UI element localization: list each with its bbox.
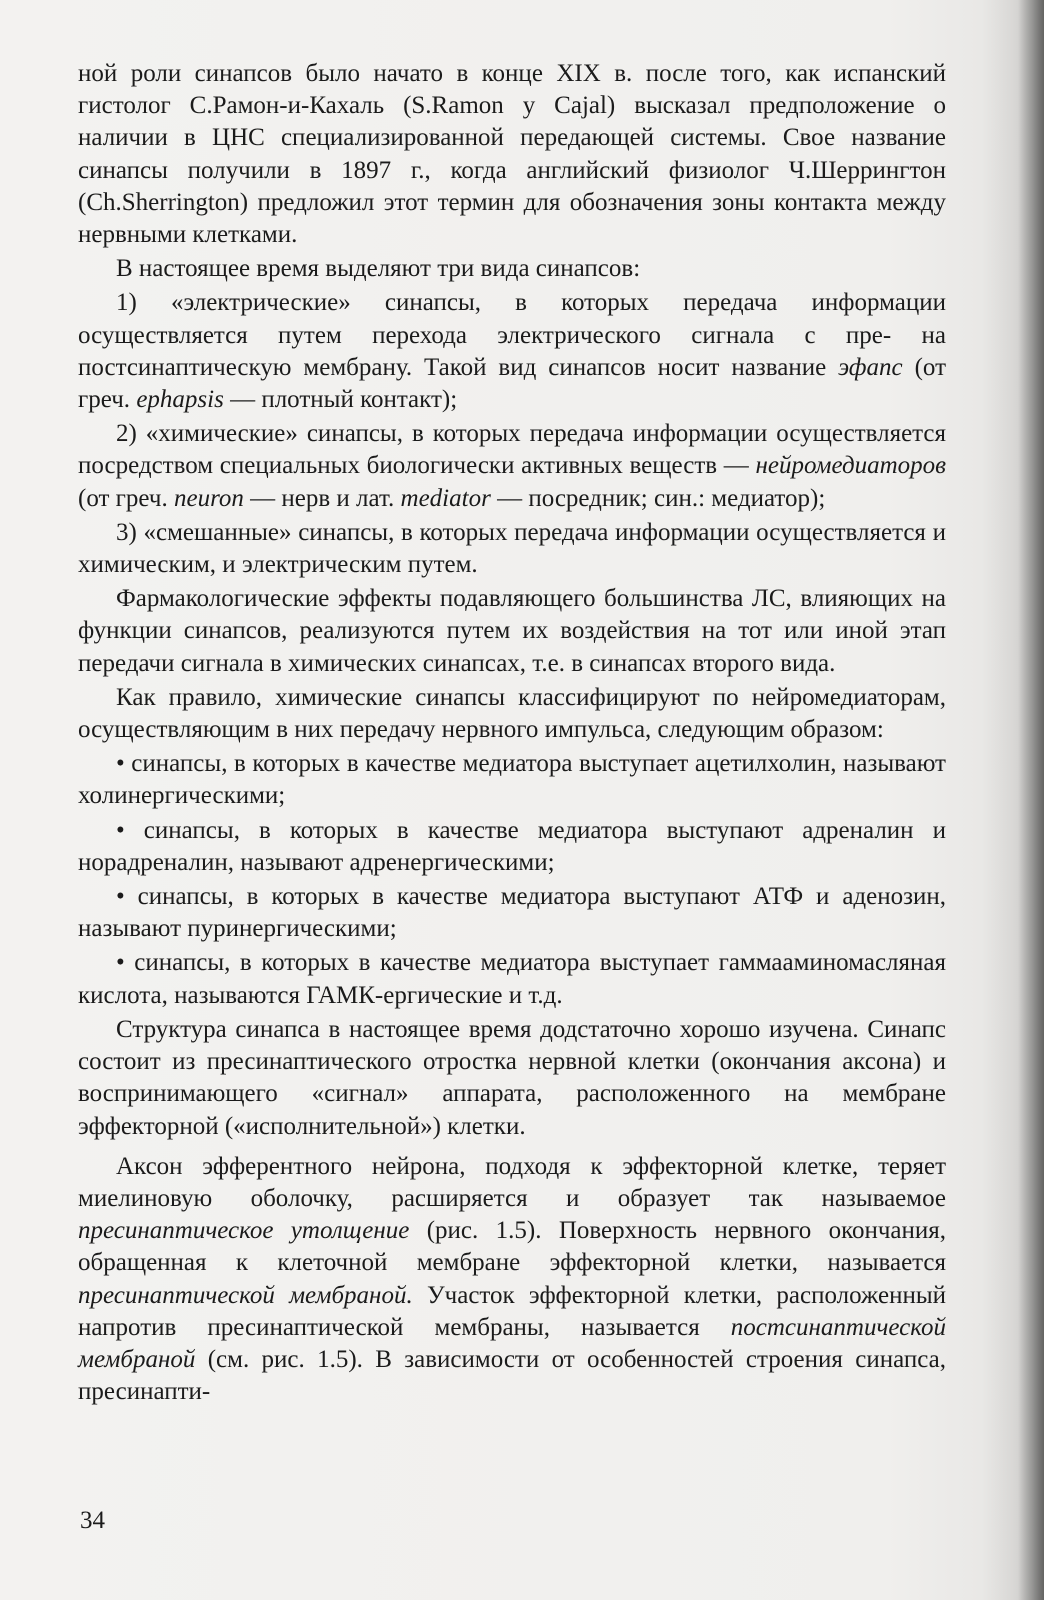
page-binding-shadow [1018,0,1044,1600]
list-item-electrical: 1) «электрические» синапсы, в которых передача информации осуществляется путем перехода электрического сигнала с пре- на постсинаптическую мембрану. Такой вид синапсов носит название эфапс (от греч. ephapsis — плотный контакт); [78,289,946,414]
paragraph-axon: Аксон эфферентного нейрона, подходя к эффекторной клетке, теряет миелиновую оболочку, расширяется и образует так называемое пресинаптическое утолщение (рис. 1.5). Поверхность нервного окончания, обращенная к клеточной мембране эффекторной клетки, называется пресинаптической мембраной. Участок эффекторной клетки, расположенный напротив пресинаптической мембраны, называется постсинаптической мембраной (см. рис. 1.5). В зависимости от особенностей строения синапса, пресинапти- [78,1152,947,1406]
paragraph-continued: ной роли синапсов было начато в конце XIX в. после того, как испанский гистолог С.Рамон-и-Кахаль (S.Ramon у Cajal) высказал предположение о наличии в ЦНС специализированной передающей системы. Свое название синапсы получили в 1897 г., когда английский физиолог Ч.Шеррингтон (Ch.Sherrington) предложил этот термин для обозначения зоны контакта между нервными клетками. [78,60,946,249]
bullet-gabaergic: • синапсы, в которых в качестве медиатора выступает гаммааминомасляная кислота, называются ГАМК-ергические и т.д. [78,949,946,1009]
body-text [78,58,946,1408]
paragraph-structure: Структура синапса в настоящее время додстаточно хорошо изучена. Синапс состоит из пресинаптического отростка нервной клетки (окончания аксона) и воспринимающего «сигнал» аппарата, расположенного на мембране эффекторной («исполнительной») клетки. [78,1015,946,1140]
italic-term: ephapsis [136,386,224,414]
paragraph-classification: Как правило, химические синапсы классифицируют по нейромедиаторам, осуществляющим в них передачу нервного импульса, следующим образом: [78,683,946,744]
italic-term: постсинаптической мембраной [78,1313,946,1373]
bullet-cholinergic: • синапсы, в которых в качестве медиатора выступает ацетилхолин, называют холинергическими; [78,750,946,810]
italic-term: нейромедиаторов [755,452,946,480]
italic-term: neuron [173,484,244,512]
page-number: 34 [80,1507,105,1534]
italic-term: пресинаптическое утолщение [78,1217,410,1245]
bullet-adrenergic: • синапсы, в которых в качестве медиатора выступают адреналин и норадреналин, называют адренергическими; [78,816,946,876]
paragraph-pharmacology: Фармакологические эффекты подавляющего большинства ЛС, влияющих на функции синапсов, реализуются путем их воздействия на тот или иной этап передачи сигнала в химических синапсах, т.е. в синапсах второго вида. [78,585,946,677]
list-item-chemical: 2) «химические» синапсы, в которых передача информации осуществляется посредством специальных биологически активных веществ — нейромедиаторов (от греч. neuron — нерв и лат. mediator — посредник; син.: медиатор); [78,420,946,512]
list-item-mixed: 3) «смешанные» синапсы, в которых передача информации осуществляется и химическим, и электрическим путем. [78,518,946,579]
italic-term: эфапс [838,353,903,381]
italic-term: mediator [400,484,491,512]
paragraph-synapse-types-intro: В настоящее время выделяют три вида синапсов: [116,255,641,283]
bullet-purinergic: • синапсы, в которых в качестве медиатора выступают АТФ и аденозин, называют пуринергическими; [78,883,946,943]
italic-term: пресинаптической мембраной. [78,1281,413,1309]
